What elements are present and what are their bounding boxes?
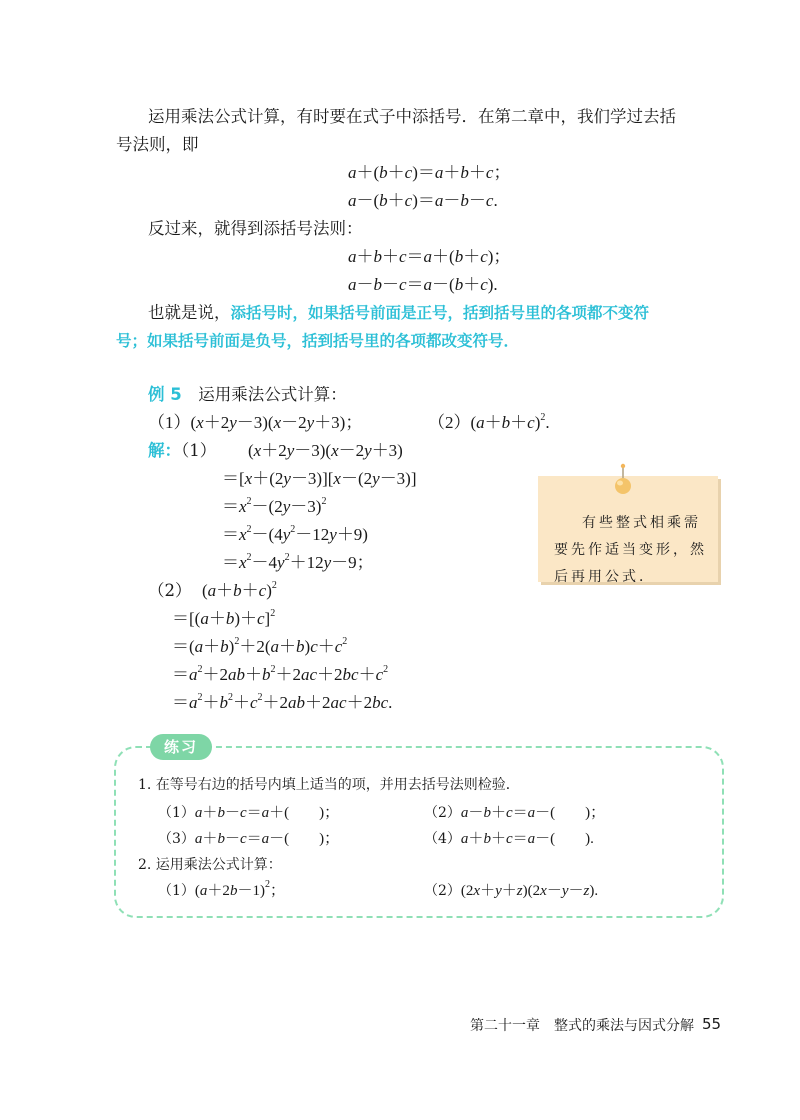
formula-remove-1: a＋(b＋c)＝a＋b＋c； — [348, 163, 511, 182]
example-problem-1: （1）(x＋2y－3)(x－2y＋3)； — [148, 413, 363, 432]
intro-line-1: 运用乘法公式计算，有时要在式子中添括号．在第二章中，我们学过去括 — [148, 107, 676, 126]
example-title: 运用乘法公式计算： — [198, 385, 347, 404]
practice-q1: 1. 在等号右边的括号内填上适当的项，并用去括号法则检验． — [138, 777, 520, 793]
note-line-2: 要先作适当变形，然 — [554, 542, 707, 558]
pin-icon — [612, 462, 634, 496]
practice-q1-3: （3）a＋b－c＝a－( )； — [158, 831, 340, 847]
page-number: 55 — [702, 1015, 722, 1033]
solution-1-label: （1） — [181, 441, 217, 460]
reverse-text: 反过来，就得到添括号法则： — [148, 219, 363, 238]
solution-label: 解： — [148, 441, 181, 460]
practice-q1-2: （2）a－b＋c＝a－( )； — [424, 805, 606, 821]
formula-add-2: a－b－c＝a－(b＋c). — [348, 275, 498, 294]
rule-text-1: 添括号时，如果括号前面是正号，括到括号里的各项都不变符 — [230, 304, 650, 322]
sol2-step-1: $=[(a+b)+c]^2$ — [172, 608, 276, 628]
solution-2-label: （2） — [148, 581, 192, 600]
practice-q2: 2. 运用乘法公式计算： — [138, 857, 282, 873]
rule-text-2: 号；如果括号前面是负号，括到括号里的各项都改变符号． — [116, 332, 520, 350]
intro-line-2: 号法则，即 — [116, 135, 199, 154]
formula-remove-2: a－(b＋c)＝a－b－c. — [348, 191, 498, 210]
practice-tab: 练习 — [150, 734, 212, 760]
example-problem-2: $(2)(a+b+c)^2$. — [428, 412, 550, 432]
practice-q2-2: （2）(2x＋y＋z)(2x－y－z). — [424, 883, 599, 899]
note-line-1: 有些整式相乘需 — [582, 515, 701, 531]
footer-chapter: 第二十一章 整式的乘法与因式分解 — [470, 1018, 694, 1034]
practice-q1-1: （1）a＋b－c＝a＋( )； — [158, 805, 340, 821]
sol1-step-0: (x＋2y－3)(x－2y＋3) — [248, 441, 403, 460]
practice-q2-1: $(1)(a+2b-1)^2$； — [158, 879, 285, 899]
example-heading — [148, 382, 347, 408]
sol1-step-4: $=x^2-4y^2+12y-9$； — [222, 552, 374, 572]
sol2-step-2: $=(a+b)^2+2(a+b)c+c^2$ — [172, 636, 348, 656]
sol2-step-3: $=a^2+2ab+b^2+2ac+2bc+c^2$ — [172, 664, 389, 684]
rule-line-2 — [116, 328, 519, 354]
solution-label-row — [148, 438, 216, 464]
sol1-step-3: $=x^2-(4y^2-12y+9)$ — [222, 524, 368, 544]
practice-q1-4: （4）a＋b＋c＝a－( ). — [424, 831, 594, 847]
sol1-step-1: ＝[x＋(2y－3)][x－(2y－3)] — [222, 469, 417, 488]
sol2-step-4: $=a^2+b^2+c^2+2ab+2ac+2bc$. — [172, 692, 393, 712]
rule-line-1 — [148, 300, 649, 326]
sol1-step-2: $=x^2-(2y-3)^2$ — [222, 496, 327, 516]
note-line-3: 后再用公式． — [554, 569, 656, 585]
example-label: 例 5 — [148, 385, 182, 404]
sol2-step-0: $(a+b+c)^2$ — [202, 580, 277, 600]
formula-add-1: a＋b＋c＝a＋(b＋c)； — [348, 247, 511, 266]
also-prefix: 也就是说， — [148, 303, 231, 322]
